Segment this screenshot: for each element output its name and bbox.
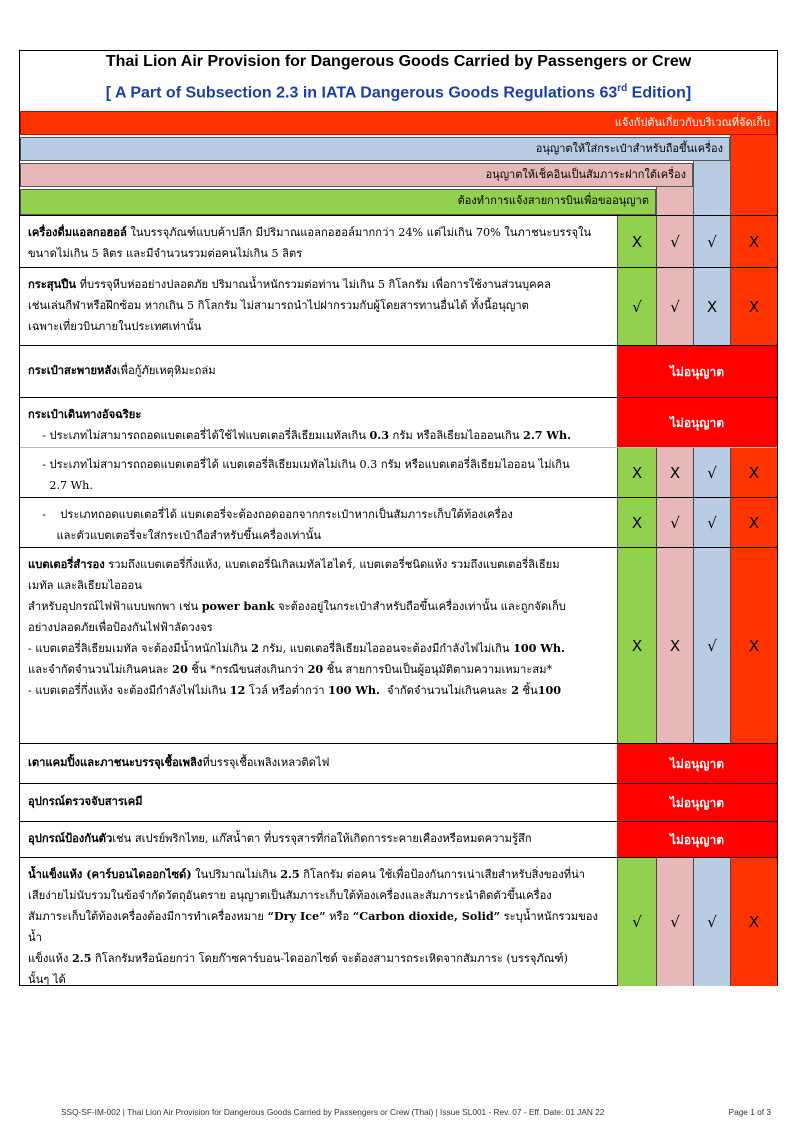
table-row <box>20 267 777 345</box>
row-description: - ประเภทถอดแบตเตอรี่ได้ แบตเตอรี่จะต้องถอดออกจากกระเป๋าหากเป็นสัมภาระเก็บใต้ท้องเครื่อง และตัวแบตเตอรี่จะใส่กระเป๋าถือสำหรับขึ้นเครื่องเท่านั้น <box>28 508 513 542</box>
mark-pilot: X <box>730 448 777 498</box>
row-description: กระสุนปืน ที่บรรจุหีบห่ออย่างปลอดภัย ปริมาณน้ำหนักรวมต่อท่าน ไม่เกิน 5 กิโลกรัม เพื่อการใช้งานส่วนบุคคล เช่นเล่นกีฬาหรือฝึกซ้อม หากเกิน 5 กิโลกรัม ไม่สามารถนำไปฝากรวมกับผู้โดยสารทานอื่นได้ ทั้งนี้อนุญาต เฉพาะเที่ยวบินภายในประเทศเท่านั้น <box>28 277 551 333</box>
row-description: เตาแคมปิ้งและภาชนะบรรจุเชื้อเพลิง ที่บรรจุเชื้อเพลิงเหลวติดไฟ <box>28 754 330 769</box>
mark-carryon: X <box>693 268 730 346</box>
footer-page-number: Page 1 of 3 <box>728 1107 771 1117</box>
table-row <box>20 783 777 821</box>
mark-approval: X <box>617 448 656 498</box>
mark-approval: X <box>617 498 656 548</box>
mark-pilot: X <box>730 858 777 986</box>
table-row <box>20 743 777 783</box>
mark-checked: √ <box>656 268 693 346</box>
mark-pilot: X <box>730 548 777 744</box>
mark-approval: √ <box>617 268 656 346</box>
footer-doc-info: SSQ-SF-IM-002 | Thai Lion Air Provision for Dangerous Goods Carried by Passengers or Crew (Thai) | Issue SL001 - Rev. 07 - Eff. Date: 01 JAN 22 <box>61 1107 605 1117</box>
table-row <box>20 857 777 985</box>
row-description: อุปกรณ์ป้องกันตัว เช่น สเปรย์พริกไทย, แก๊สน้ำตา ที่บรรจุสารที่ก่อให้เกิดการระคายเคืองหรือหมดความรู้สึก <box>28 830 532 845</box>
mark-carryon: √ <box>693 448 730 498</box>
header-col-checked <box>656 187 693 215</box>
mark-approval: X <box>617 548 656 744</box>
not-permitted-badge: ไม่อนุญาต <box>617 822 777 858</box>
table-row <box>20 215 777 267</box>
not-permitted-badge: ไม่อนุญาต <box>617 784 777 822</box>
row-description: น้ำแข็งแห้ง (คาร์บอนไดออกไซด์) ในปริมาณไม่เกิน 2.5 กิโลกรัม ต่อคน ใช้เพื่อป้องกันการเน่าเสียสำหรับสิ่งของที่น่า เสียง่ายไม่นับรวมในข้อจำกัดวัตถุอันตราย อนุญาตเป็นสัมภาระเก็บใต้ท้องเครื่องและสัมภาระนำติดตัวขึ้นเครื่อง สัมภาระเก็บใต้ท้องเครื่องต้องมีการทำเครื่องหมาย “Dry Ice” หรือ “Carbon dioxide, Solid” ระบุน้ำหนักรวมของน้ำ แข็งแห้ง 2.5 กิโลกรัมหรือน้อยกว่า โดยก๊าซคาร์บอน-ไดออกไซด์ จะต้องสามารถระเหิดจากสัมภาระ (บรรจุภัณฑ์) นั้นๆ ได้ <box>28 867 598 986</box>
mark-carryon: √ <box>693 498 730 548</box>
page-title: Thai Lion Air Provision for Dangerous Goods Carried by Passengers or Crew <box>105 53 692 70</box>
header-pilot: แจ้งกัปตันเกี่ยวกับบริเวณที่จัดเก็บ <box>20 111 777 135</box>
header-checked: อนุญาตให้เช็คอินเป็นสัมภาระฝากใต้เครื่อง <box>20 163 693 187</box>
mark-checked: √ <box>656 216 693 268</box>
mark-checked: √ <box>656 498 693 548</box>
mark-approval: √ <box>617 858 656 986</box>
table-row <box>20 547 777 743</box>
row-description: เครื่องดื่มแอลกอฮอล์ ในบรรจุภัณฑ์แบบค้าปลีก มีปริมาณแอลกอฮอล์มากกว่า 24% แต่ไม่เกิน 70% ในภาชนะบรรจุใน ขนาดไม่เกิน 5 ลิตร และมีจำนวนรวมต่อคนไม่เกิน 5 ลิตร <box>28 225 592 260</box>
mark-checked: X <box>656 448 693 498</box>
not-permitted-badge: ไม่อนุญาต <box>617 744 777 784</box>
mark-pilot: X <box>730 268 777 346</box>
row-description: - ประเภทไม่สามารถถอดแบตเตอรี่ได้ แบตเตอรี่ลิเธียมเมทัลไม่เกิน 0.3 กรัม หรือแบตเตอรี่ลิเธียมไอออน ไม่เกิน 2.7 Wh. <box>28 458 570 492</box>
mark-carryon: √ <box>693 858 730 986</box>
row-description: กระเป๋าเดินทางอัจฉริยะ - ประเภทไม่สามารถถอดแบตเตอรี่ได้ใช้ไฟแบตเตอรี่ลิเธียมเมทัลเกิน 0.3 กรัม หรือลิเธียมไอออนเกิน 2.7 Wh. <box>28 407 571 442</box>
mark-pilot: X <box>730 216 777 268</box>
mark-approval: X <box>617 216 656 268</box>
mark-checked: √ <box>656 858 693 986</box>
header-approval: ต้องทำการแจ้งสายการบินเพื่อขออนุญาต <box>20 189 656 215</box>
mark-pilot: X <box>730 498 777 548</box>
table-row <box>20 447 777 497</box>
header-carryon: อนุญาตให้ใส่กระเป๋าสำหรับถือขึ้นเครื่อง <box>20 137 730 161</box>
table-row <box>20 345 777 397</box>
table-row <box>20 821 777 857</box>
not-permitted-badge: ไม่อนุญาต <box>617 346 777 398</box>
mark-carryon: √ <box>693 548 730 744</box>
row-description: แบตเตอรี่สำรอง รวมถึงแบตเตอรี่กึ่งแห้ง, แบตเตอรี่นิเกิลเมทัลไฮไดร์, แบตเตอรี่ชนิดแห้ง รวมถึงแบตเตอรี่ลิเธียม เมทัล และลิเธียมไอออน สำหรับอุปกรณ์ไฟฟ้าแบบพกพา เช่น power bank จะต้องอยู่ในกระเป๋าสำหรับถือขึ้นเครื่องเท่านั้น และถูกจัดเก็บ อย่างปลอดภัยเพื่อป้องกันไฟฟ้าลัดวงจร - แบตเตอรี่ลิเธียมเมทัล จะต้องมีน้ำหนักไม่เกิน 2 กรัม, แบตเตอรี่ลิเธียมไอออนจะต้องมีกำลังไฟไม่เกิน 100 Wh. และจำกัดจำนวนไม่เกินคนละ 20 ชิ้น *กรณีขนส่งเกินกว่า 20 ชิ้น สายการบินเป็นผู้อนุมัติตามความเหมาะสม* - แบตเตอรี่กึ่งแห้ง จะต้องมีกำลังไฟไม่เกิน 12 โวล์ หรือต่ำกว่า 100 Wh. จำกัดจำนวนไม่เกินคนละ 2 ชิ้น100 <box>28 557 566 697</box>
mark-carryon: √ <box>693 216 730 268</box>
header-col-pilot <box>730 135 777 215</box>
table-row <box>20 497 777 547</box>
row-description: อุปกรณ์ตรวจจับสารเคมี <box>28 793 143 808</box>
not-permitted-badge: ไม่อนุญาต <box>617 398 777 448</box>
page-subtitle: [ A Part of Subsection 2.3 in IATA Dangerous Goods Regulations 63rd Edition] <box>105 83 692 102</box>
mark-checked: X <box>656 548 693 744</box>
table-row <box>20 397 777 447</box>
header-col-carryon <box>693 161 730 215</box>
row-description: กระเป๋าสะพายหลัง เพื่อกู้ภัยเหตุหิมะถล่ม <box>28 362 216 377</box>
